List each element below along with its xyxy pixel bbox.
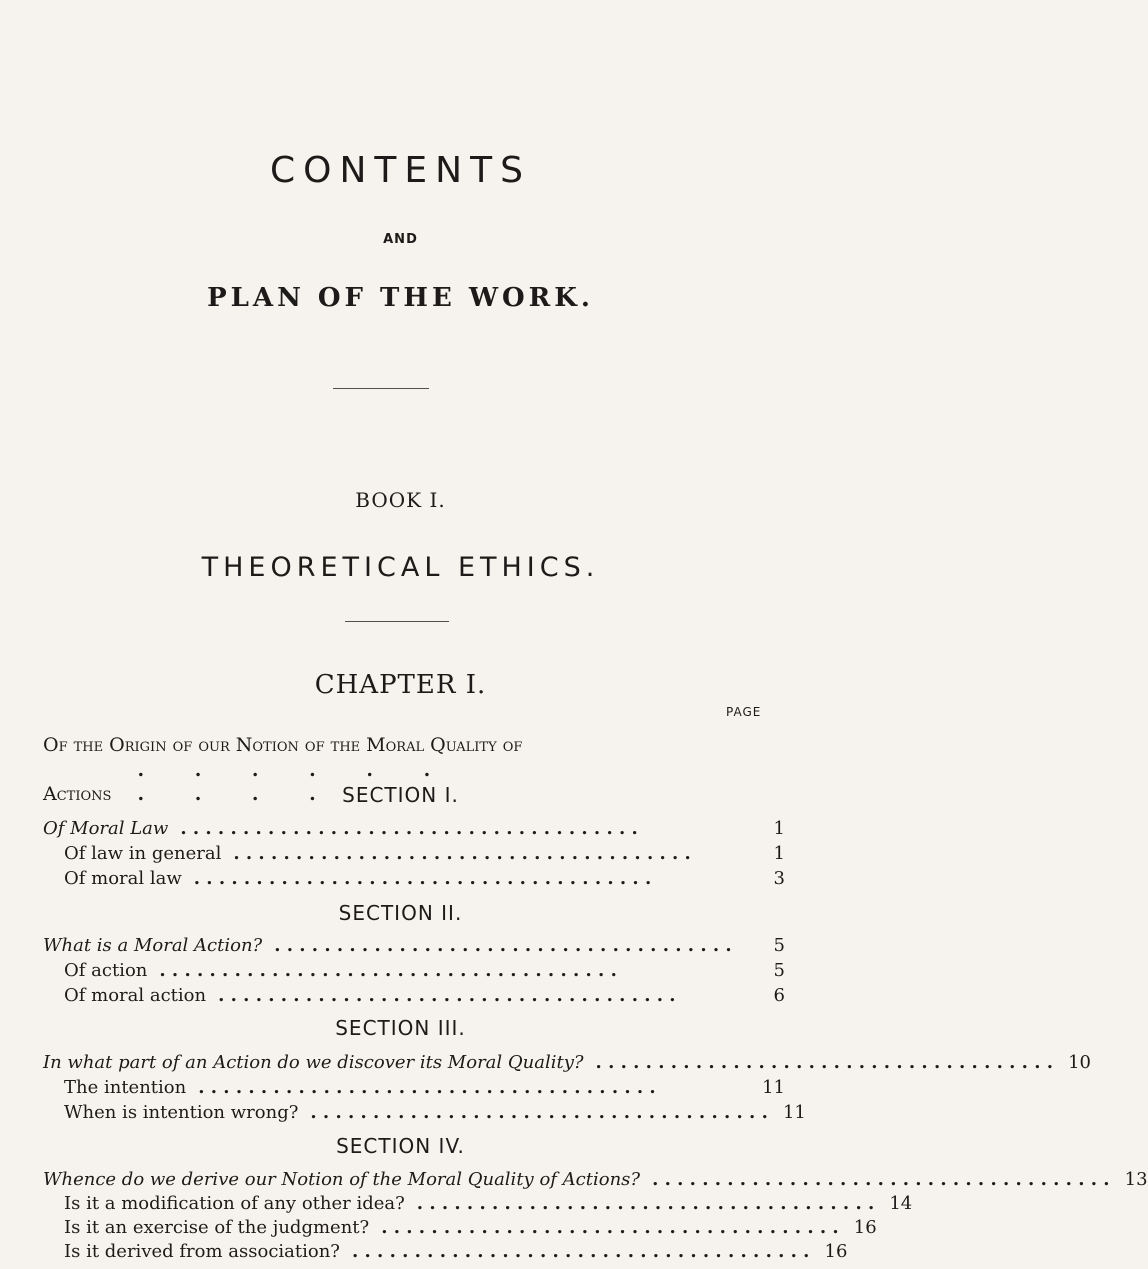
toc-entry-label: Is it derived from association? [64,1241,340,1262]
chapter-label: CHAPTER I. [314,670,487,700]
toc-entry-page: 1 [773,818,785,839]
section-heading-4: SECTION IV. [336,1134,465,1158]
toc-entry [43,932,785,960]
book-title: THEORETICAL ETHICS. [201,552,600,583]
plan-title: PLAN OF THE WORK. [207,283,594,313]
toc-entry-leader: . . . . . . . . . . . . . . . . . . . . . . . . . . . . . . . . . . . . . [180,818,638,839]
toc-entry-label: The intention [64,1077,187,1098]
toc-entry-page: 3 [773,868,785,889]
toc-entry [43,815,785,843]
toc-entry-leader: . . . . . . . . . . . . . . . . . . . . . . . . . . . . . . . . . . . . . [274,935,732,956]
toc-entry-leader: . . . . . . . . . . . . . . . . . . . . . . . . . . . . . . . . . . . . . [310,1102,768,1123]
page-column-label: PAGE [726,705,762,719]
book-label: BOOK I. [355,488,446,512]
toc-entry [43,1049,1092,1077]
toc-entry-label: Of moral action [64,985,207,1006]
toc-entry-leader: . . . . . . . . . . . . . . . . . . . . . . . . . . . . . . . . . . . . . [351,1241,810,1262]
toc-entry-label: Of law in general [64,843,222,864]
toc-entry-label: Of action [64,960,148,981]
toc-entry-label: Of moral law [64,868,182,889]
toc-entry-label: What is a Moral Action? [43,935,263,956]
toc-entry-leader: . . . . . . . . . . . . . . . . . . . . . . . . . . . . . . . . . . . . . [381,1217,839,1238]
toc-entry-leader: . . . . . . . . . . . . . . . . . . . . . . . . . . . . . . . . . . . . . [595,1052,1054,1073]
toc-entry [64,1074,785,1102]
toc-entry-page: 16 [853,1217,877,1238]
chapter-title-leader: . . . . . . . . . . [137,759,453,805]
section-heading-3: SECTION III. [335,1016,466,1040]
toc-entry-leader: . . . . . . . . . . . . . . . . . . . . . . . . . . . . . . . . . . . . . [193,868,652,889]
toc-entry-label: Whence do we derive our Notion of the Moral Quality of Actions? [43,1169,641,1190]
toc-entry [64,1099,806,1127]
toc-entry-page: 13 [1124,1169,1148,1190]
toc-entry-page: 10 [1068,1052,1092,1073]
toc-entry-page: 11 [762,1077,785,1098]
toc-entry [64,982,785,1010]
toc-entry-page: 14 [889,1193,913,1214]
toc-entry-page: 5 [773,960,785,981]
toc-entry-page: 5 [773,935,785,956]
toc-entry-leader: . . . . . . . . . . . . . . . . . . . . . . . . . . . . . . . . . . . . . [218,985,676,1006]
toc-entry [64,1238,848,1266]
toc-entry-page: 6 [773,985,785,1006]
toc-entry-leader: . . . . . . . . . . . . . . . . . . . . . . . . . . . . . . . . . . . . . [159,960,617,981]
chapter-title-line-1 [43,733,763,757]
toc-entry [64,840,785,868]
chapter-title-text-1: Of the Origin of our Notion of the Moral Quality of [43,734,523,756]
toc-entry-label: When is intention wrong? [64,1102,299,1123]
toc-entry-leader: . . . . . . . . . . . . . . . . . . . . . . . . . . . . . . . . . . . . . [198,1077,656,1098]
toc-entry [64,865,785,893]
toc-entry-leader: . . . . . . . . . . . . . . . . . . . . . . . . . . . . . . . . . . . . . [416,1193,875,1214]
toc-entry-page: 16 [824,1241,848,1262]
toc-entry-label: Is it an exercise of the judgment? [64,1217,370,1238]
toc-entry-label: In what part of an Action do we discover its Moral Quality? [43,1052,584,1073]
section-heading-1: SECTION I. [342,783,459,807]
toc-entry-label: Of Moral Law [43,818,169,839]
contents-title: CONTENTS [270,150,531,191]
divider-rule-lower [345,621,449,622]
toc-entry-leader: . . . . . . . . . . . . . . . . . . . . . . . . . . . . . . . . . . . . . [233,843,691,864]
toc-entry [64,957,785,985]
toc-entry-page: 1 [773,843,785,864]
section-heading-2: SECTION II. [338,901,463,925]
divider-rule-upper [333,388,429,389]
and-heading: AND [383,232,418,247]
chapter-title-text-2: Actions [43,783,112,805]
toc-entry-leader: . . . . . . . . . . . . . . . . . . . . . . . . . . . . . . . . . . . . . [652,1169,1110,1190]
toc-entry-page: 11 [782,1102,806,1123]
toc-entry-label: Is it a modification of any other idea? [64,1193,405,1214]
